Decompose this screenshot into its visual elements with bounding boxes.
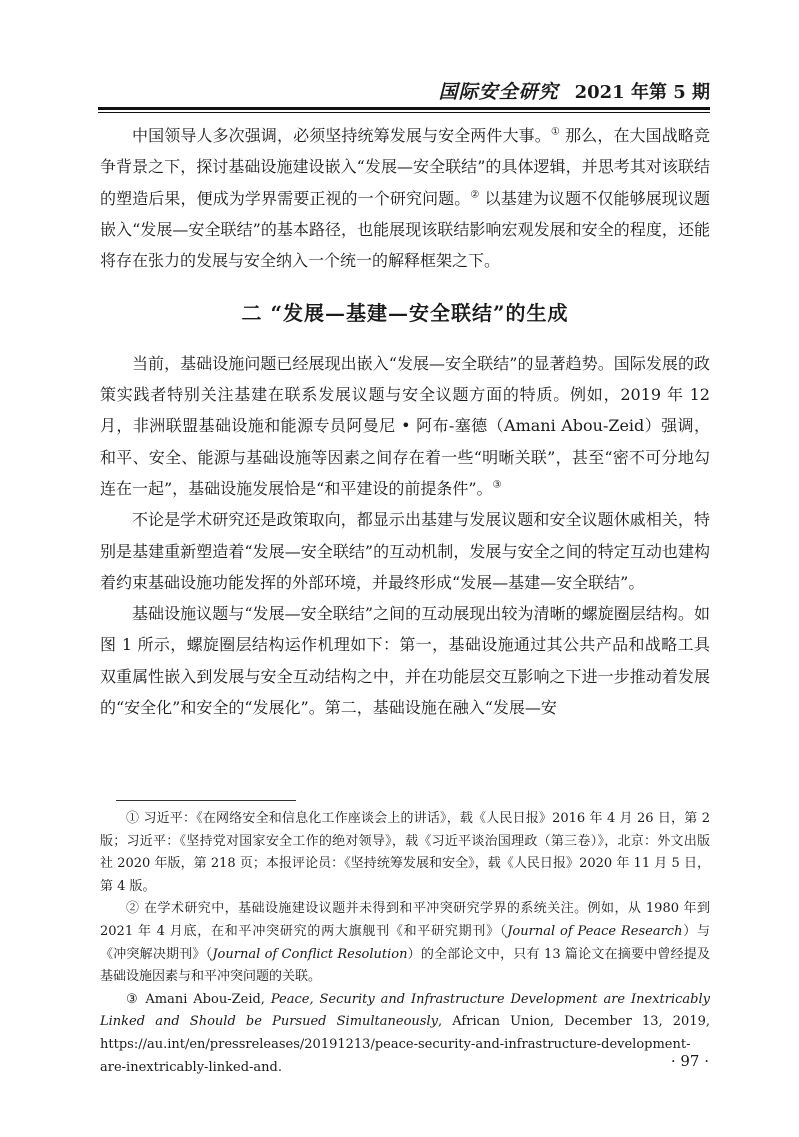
- footnote-2: [100, 898, 710, 988]
- footnote-2-mark: ②: [126, 901, 140, 917]
- paragraph-1-text: 中国领导人多次强调，必须坚持统筹发展与安全两件大事。: [132, 126, 551, 145]
- footnote-3-text-a: Amani Abou-Zeid,: [139, 991, 271, 1007]
- footnote-2-journal-1: Journal of Peace Research: [507, 923, 683, 939]
- header-rule-thin: [98, 112, 710, 113]
- footnote-ref-2[interactable]: ②: [470, 189, 480, 201]
- footnote-2-text-b: ）与《冲突解决期刊》（: [100, 923, 710, 962]
- footnote-3-mark: ③: [126, 991, 140, 1007]
- footnote-3: [100, 989, 710, 1079]
- footnote-1-text: 习近平：《在网络安全和信息化工作座谈会上的讲话》，载《人民日报》2016 年 4 月 26 日，第 2 版；习近平：《坚持党对国家安全工作的绝对领导》，载《习近平谈治国理政（第三卷）》，北京：外文出版社 2020 年版，第 218 页；本报评论员：《坚持统筹发展和安全》，载《人民日报》2020 年 11 月 5 日，第 4 版。: [100, 811, 710, 894]
- footnote-rule: [116, 800, 296, 801]
- issue-label: 2021 年第 5 期: [574, 82, 710, 103]
- paragraph-3: 不论是学术研究还是政策取向，都显示出基建与发展议题和安全议题休戚相关，特别是基建重新塑造着“发展—安全联结”的互动机制，发展与安全之间的特定互动也建构着约束基础设施功能发挥的外部环境，并最终形成“发展—基建—安全联结”。: [100, 510, 710, 592]
- running-header: [100, 78, 710, 104]
- footnote-2-text-a: 在学术研究中，基础设施建设议题并未得到和平冲突研究学界的系统关注。例如，从 1980 年到 2021 年 4 月底，在和平冲突研究的两大旗舰刊《和平研究期刊》（: [100, 901, 710, 939]
- paragraph-1: [100, 120, 710, 276]
- footnote-2-journal-2: Journal of Conflict Resolution: [212, 946, 408, 962]
- page-number: · 97 ·: [670, 1052, 709, 1070]
- paragraph-1-text-3: 以基建为议题不仅能够展现议题嵌入“发展—安全联结”的基本路径，也能展现该联结影响宏观发展和安全的程度，还能将存在张力的发展与安全纳入一个统一的解释框架之下。: [100, 188, 710, 271]
- footnote-1: [100, 808, 710, 898]
- footnote-1-mark: ①: [126, 811, 140, 826]
- footnote-3-title: Peace, Security and Infrastructure Development are Inextricably Linked and Should be Pursued Simultaneously: [100, 991, 711, 1030]
- paragraph-4: 基础设施议题与“发展—安全联结”之间的互动展现出较为清晰的螺旋圈层结构。如图 1 所示，螺旋圈层结构运作机理如下：第一，基础设施通过其公共产品和战略工具双重属性嵌入到发展与安全互动结构之中，并在功能层交互影响之下进一步推动着发展的“安全化”和安全的“发展化”。第二，基础设施在融入“发展—安: [100, 604, 710, 718]
- footnote-ref-3[interactable]: ③: [492, 479, 502, 491]
- paragraph-2-text: 当前，基础设施问题已经展现出嵌入“发展—安全联结”的显著趋势。国际发展的政策实践者特别关注基建在联系发展议题与安全议题方面的特质。例如，2019 年 12 月，非洲联盟基础设施和能源专员阿曼尼 • 阿布-塞德（Amani Abou-Zeid）强调，和平、安全、能源与基础设施等因素之间存在着一些“明晰关联”，甚至“密不可分地勾连在一起”，基础设施发展恰是“和平建设的前提条件”。: [100, 353, 710, 498]
- section-heading: 二 “发展—基建—安全联结”的生成: [241, 301, 569, 326]
- journal-name: 国际安全研究: [438, 81, 559, 103]
- main-text: [100, 120, 710, 723]
- footnote-ref-1[interactable]: ①: [550, 126, 560, 138]
- paragraph-2: [100, 348, 710, 504]
- paragraph-1-text-2: 那么，在大国战略竞争背景之下，探讨基础设施建设嵌入“发展—安全联结”的具体逻辑，并思考其对该联结的塑造后果，便成为学界需要正视的一个研究问题。: [100, 126, 710, 208]
- footnote-2-text-c: ）的全部论文中，只有 13 篇论文在摘要中曾经提及基础设施因素与和平冲突问题的关联。: [100, 946, 710, 985]
- footnotes: [100, 808, 710, 1079]
- header-rule-thick: [98, 107, 710, 110]
- footnote-3-text-b[interactable]: , African Union, December 13, 2019, https://au.int/en/pressreleases/20191213/peace-security-and-infrastructure-development-are-inextricably-linked-and.: [100, 1014, 710, 1075]
